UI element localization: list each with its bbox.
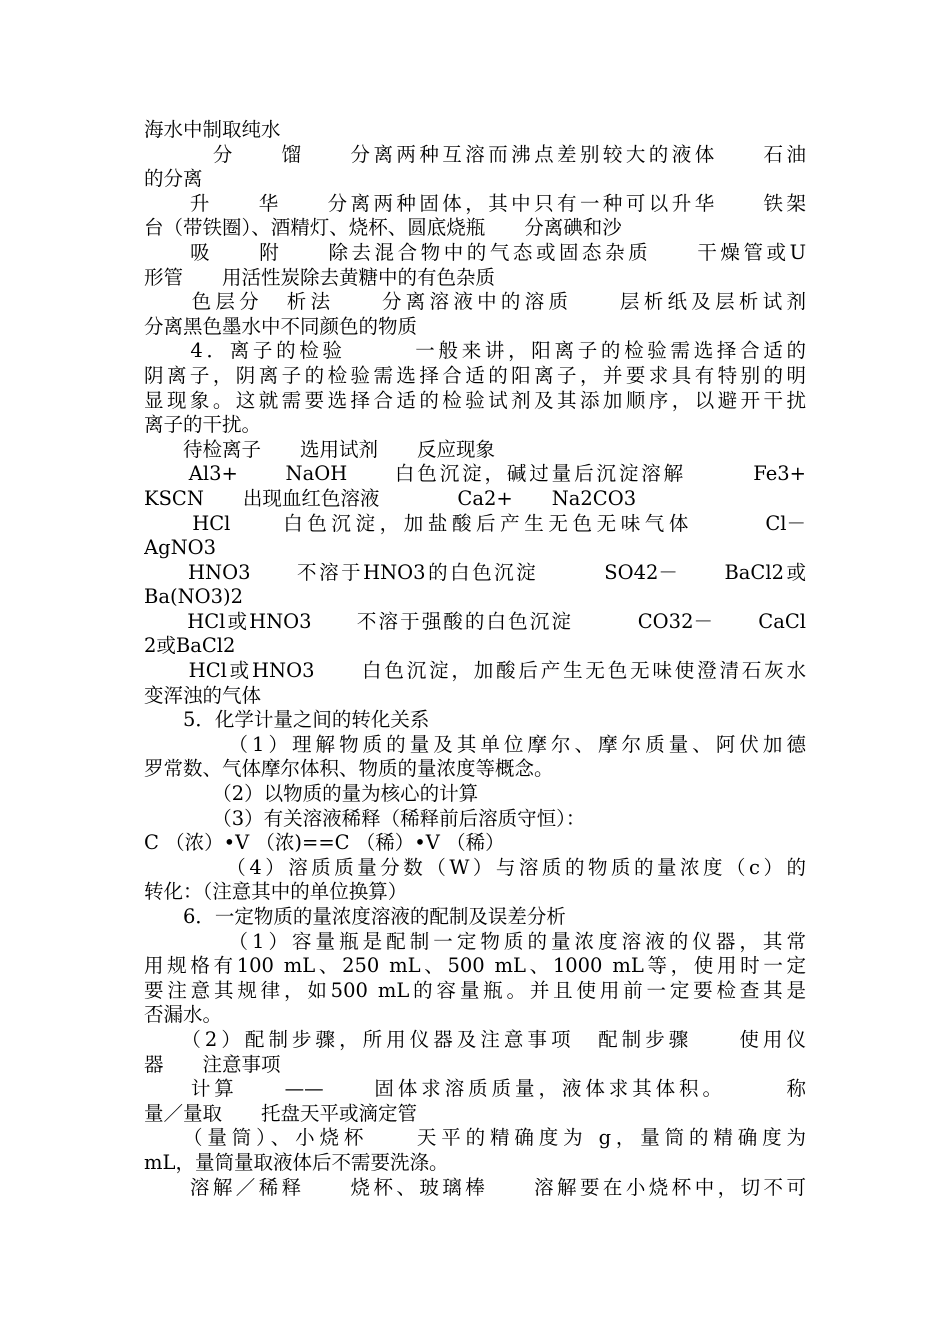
text-line: 器 注意事项: [144, 1052, 281, 1076]
text-line: Ba(NO3)2: [144, 585, 244, 609]
text-line: HCl或HNO3 白色沉淀，加酸后产生无色无味使澄清石灰水: [144, 659, 806, 683]
text-line: mL，量筒量取液体后不需要洗涤。: [144, 1150, 449, 1174]
text-line: （2）以物质的量为核心的计算: [144, 782, 479, 806]
text-line: 台（带铁圈）、酒精灯、烧杯、圆底烧瓶 分离碘和沙: [144, 216, 622, 240]
text-line: 用规格有100 mL、250 mL、500 mL、1000 mL等，使用时一定: [144, 954, 806, 978]
text-line: 的分离: [144, 167, 203, 191]
text-line: KSCN 出现血红色溶液 Ca2+ Na2CO3: [144, 486, 637, 510]
text-line: C （浓）•V （浓)==C （稀）•V （稀）: [144, 831, 505, 855]
document-body: [144, 118, 806, 1200]
text-line: 溶解／稀释 烧杯、玻璃棒 溶解要在小烧杯中，切不可: [144, 1175, 806, 1199]
text-line: HNO3 不溶于HNO3的白色沉淀 SO42－ BaCl2或: [144, 560, 806, 584]
text-line: 吸 附 除去混合物中的气态或固态杂质 干燥管或U: [144, 240, 806, 264]
text-line: 5．化学计量之间的转化关系: [144, 708, 430, 732]
text-line: 计算 —— 固体求溶质质量，液体求其体积。 称: [144, 1077, 806, 1101]
text-line: HCl 白色沉淀，加盐酸后产生无色无味气体 Cl－: [144, 511, 806, 535]
text-line: 形管 用活性炭除去黄糖中的有色杂质: [144, 265, 496, 289]
text-line: 4．离子的检验 一般来讲，阳离子的检验需选择合适的: [144, 339, 806, 363]
text-line: 6．一定物质的量浓度溶液的配制及误差分析: [144, 905, 566, 928]
text-line: （1）容量瓶是配制一定物质的量浓度溶液的仪器，其常: [144, 929, 806, 953]
text-line: （3）有关溶液稀释（稀释前后溶质守恒）：: [144, 806, 586, 830]
text-line: 2或BaCl2: [144, 634, 236, 658]
text-line: 罗常数、气体摩尔体积、物质的量浓度等概念。: [144, 757, 554, 781]
text-line: AgNO3: [144, 536, 217, 560]
text-line: 离子的干扰。: [144, 413, 262, 437]
text-line: 分离黑色墨水中不同颜色的物质: [144, 314, 418, 338]
text-line: 显现象。这就需要选择合适的检验试剂及其添加顺序，以避开干扰: [144, 388, 806, 412]
text-line: （量筒）、小烧杯 天平的精确度为 g，量筒的精确度为: [144, 1126, 806, 1150]
text-line: 要注意其规律，如500 mL的容量瓶。并且使用前一定要检查其是: [144, 978, 806, 1002]
text-line: 变浑浊的气体: [144, 683, 262, 707]
text-line: 否漏水。: [144, 1003, 223, 1027]
text-line: 海水中制取纯水: [144, 118, 281, 141]
text-line: 量／量取 托盘天平或滴定管: [144, 1101, 418, 1125]
text-line: 色层分 析法 分离溶液中的溶质 层析纸及层析试剂: [144, 290, 806, 314]
text-line: HCl或HNO3 不溶于强酸的白色沉淀 CO32－ CaCl: [144, 609, 806, 633]
text-line: （1）理解物质的量及其单位摩尔、摩尔质量、阿伏加德: [144, 732, 806, 756]
text-line: 阴离子，阴离子的检验需选择合适的阳离子，并要求具有特别的明: [144, 363, 806, 387]
text-line: 升 华 分离两种固体，其中只有一种可以升华 铁架: [144, 191, 806, 215]
text-line: （4）溶质质量分数（W）与溶质的物质的量浓度（c）的: [144, 855, 806, 879]
text-line: 待检离子 选用试剂 反应现象: [144, 437, 496, 461]
text-line: 转化：（注意其中的单位换算）: [144, 880, 408, 904]
text-line: 分 馏 分离两种互溶而沸点差别较大的液体 石油: [144, 142, 806, 166]
text-line: （2）配制步骤，所用仪器及注意事项 配制步骤 使用仪: [144, 1027, 806, 1051]
text-line: Al3+ NaOH 白色沉淀，碱过量后沉淀溶解 Fe3+: [144, 462, 806, 486]
